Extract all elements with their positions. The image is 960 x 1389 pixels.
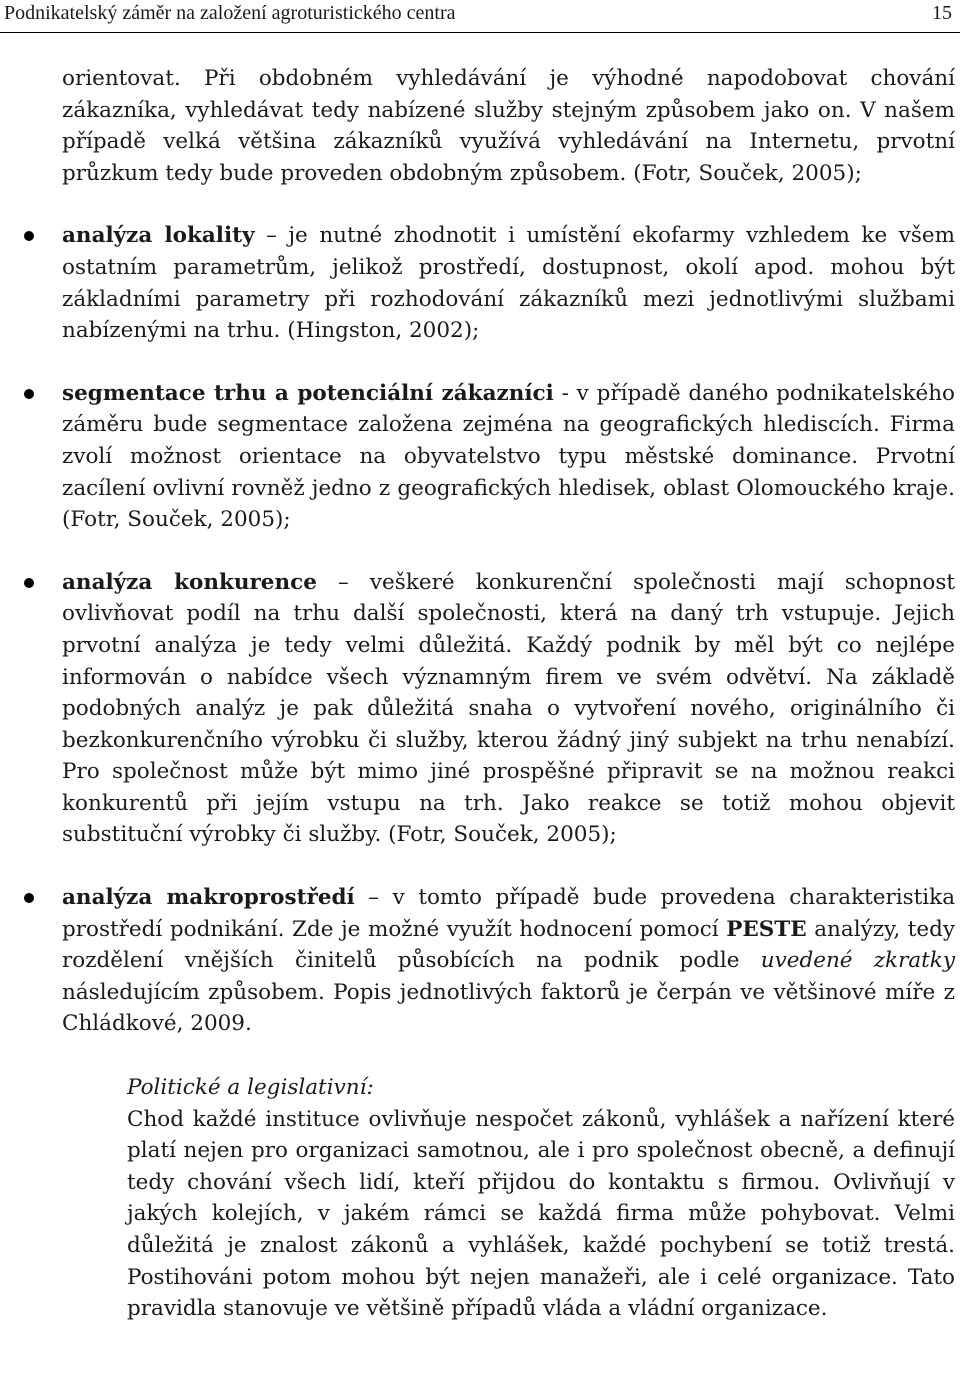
bullet-keyword: segmentace trhu a potenciální zákazníci	[62, 380, 554, 406]
bullet-keyword: analýza konkurence	[62, 569, 317, 595]
bullet-icon	[24, 893, 34, 903]
intro-paragraph: orientovat. Při obdobném vyhledávání je výhodné napodobovat chování zákazníka, vyhledávat tedy nabízené služby stejným způsobem jako on. V našem případě velká většina zákazníků využívá vyhledávání na Internetu, prvotní průzkum tedy bude proveden obdobným způsobem. (Fotr, Souček, 2005);	[62, 66, 955, 186]
page-body	[62, 63, 955, 1325]
section-heading: Politické a legislativní:	[127, 1075, 374, 1101]
bullet-text: následujícím způsobem. Popis jednotlivých faktorů je čerpán ve většinové míře z Chládkové, 2009.	[62, 979, 955, 1037]
page-number: 15	[932, 2, 952, 24]
bullet-icon	[24, 578, 34, 588]
bullet-text: – je nutné zhodnotit i umístění ekofarmy vzhledem ke všem ostatním parametrům, jelikož prostředí, dostupnost, okolí apod. mohou být základními parametry při rozhodování zákazníků mezi jednotlivými službami nabízenými na trhu. (Hingston, 2002);	[62, 223, 955, 344]
bullet-icon	[24, 231, 34, 241]
bullet-text: - v případě daného podnikatelského záměru bude segmentace založena zejména na geografických hlediscích. Firma zvolí možnost orientace na obyvatelstvo typu městské dominance. Prvotní zacílení ovlivní rovněž jedno z geografických hledisek, oblast Olomouckého kraje. (Fotr, Souček, 2005);	[62, 380, 955, 533]
bullet-text: analýzy, tedy rozdělení vnějších činitelů působících na podnik podle	[62, 916, 956, 974]
bullet-icon	[24, 389, 34, 399]
bullet-keyword: analýza makroprostředí	[62, 885, 355, 911]
list-item-konkurence	[62, 567, 955, 851]
bullet-keyword: analýza lokality	[62, 223, 255, 249]
list-item-segmentace	[62, 378, 955, 536]
bullet-text: – veškeré konkurenční společnosti mají schopnost ovlivňovat podíl na trhu další společnosti, která na daný trh vstupuje. Jejich prvotní analýza je tedy velmi důležitá. Každý podnik by měl být co nejlépe informován o nabídce všech významným firem ve svém odvětví. Na základě podobných analýz je pak důležitá snaha o vytvoření nového, originálního či bezkonkurenčního výrobku či služby, kterou žádný jiný subjekt na trhu nenabízí. Pro společnost může být mimo jiné prospěšné připravit se na možnou reakci konkurentů při jejím vstupu na trh. Jako reakce se totiž mohou objevit substituční výrobky či služby. (Fotr, Souček, 2005);	[62, 569, 955, 848]
section-paragraph: Chod každé instituce ovlivňuje nespočet zákonů, vyhlášek a nařízení které platí nejen pro organizaci samotnou, ale i pro společnost obecně, a definují tedy chování všech lidí, kteří přijdou do kontaktu s firmou. Ovlivňují v jakých kolejích, v jakém rámci se každá firma může pohybovat. Velmi důležitá je znalost zákonů a vyhlášek, každé pochybení se totiž trestá. Postihováni potom mohou být nejen manažeři, ale i celé organizace. Tato pravidla stanovuje ve většině případů vláda a vládní organizace.	[127, 1106, 955, 1322]
list-item-lokality	[62, 220, 955, 346]
italic-phrase: uvedené zkratky	[760, 948, 955, 974]
list-item-makroprostredi	[62, 882, 955, 1040]
political-section	[127, 1072, 955, 1325]
page-header	[0, 0, 960, 33]
bullet-text: – v tomto případě bude provedena charakteristika prostředí podnikání. Zde je možné využít hodnocení pomocí	[62, 885, 956, 942]
peste-term: PESTE	[726, 916, 807, 942]
analysis-list	[62, 220, 955, 1040]
header-title: Podnikatelský záměr na založení agroturistického centra	[4, 2, 456, 24]
